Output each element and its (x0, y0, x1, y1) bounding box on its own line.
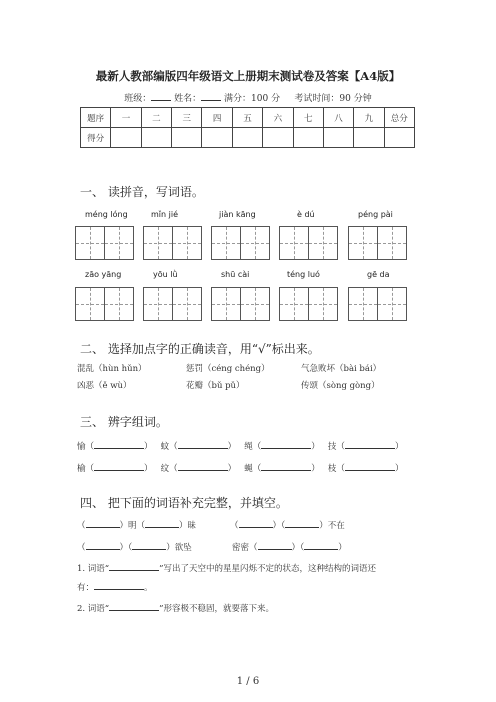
score-table (80, 107, 415, 148)
score-header-cell: 七 (293, 108, 323, 128)
score-header-cell: 三 (172, 108, 202, 128)
pinyin-label: péng pài (358, 210, 393, 219)
fill-question-2 (77, 602, 274, 614)
answer-blank[interactable] (345, 462, 395, 471)
pinyin-label: mǐn jié (151, 210, 178, 219)
answer-blank[interactable] (145, 519, 179, 528)
score-header-cell: 五 (232, 108, 262, 128)
name-blank (201, 92, 221, 101)
question-text: 1. 词语“ (77, 564, 110, 574)
question-text: 有： (77, 583, 95, 593)
score-input-cell[interactable] (384, 128, 414, 148)
answer-blank[interactable] (285, 519, 319, 528)
score-input-cell[interactable] (111, 128, 141, 148)
idiom-line (230, 519, 345, 531)
score-header-row (81, 108, 415, 128)
close-paren: ） (394, 442, 404, 452)
section-4-title: 四、 把下面的词语补充完整，并填空。 (80, 496, 288, 510)
close-paren: ） (227, 442, 237, 452)
answer-blank[interactable] (345, 440, 395, 449)
idiom-text: ）欲坠 (166, 543, 192, 553)
pronunciation-item[interactable]: 混乱（hùn hǔn） (77, 364, 147, 374)
answer-blank[interactable] (261, 462, 311, 471)
tianzige-box[interactable] (211, 287, 270, 321)
exam-info (0, 91, 496, 104)
answer-blank[interactable] (132, 541, 166, 550)
score-header-cell: 四 (202, 108, 232, 128)
open-paren: （ (77, 521, 86, 531)
idiom-text: ）（ (119, 543, 133, 553)
pronunciation-item[interactable]: 凶恶（ě wù） (77, 381, 132, 391)
open-paren: （ (230, 521, 239, 531)
word-group-row (77, 440, 403, 452)
pinyin-label: zāo yāng (85, 270, 122, 279)
section-2-title: 二、 选择加点字的正确读音，用“√”标出来。 (80, 342, 320, 356)
tianzige-box[interactable] (75, 226, 134, 260)
score-input-cell[interactable] (263, 128, 293, 148)
tianzige-box[interactable] (75, 287, 134, 321)
tianzige-box[interactable] (348, 226, 407, 260)
question-text: ”写出了天空中的星星闪烁不定的状态，这种结构的词语还 (159, 564, 377, 574)
score-input-cell[interactable] (232, 128, 262, 148)
char-prompt: 蝇（ (244, 464, 262, 474)
pinyin-label: méng lóng (85, 210, 128, 219)
score-header-cell: 六 (263, 108, 293, 128)
char-prompt: 蚊（ (160, 442, 178, 452)
idiom-line (232, 541, 347, 553)
pronunciation-item[interactable]: 惩罚（céng chéng） (186, 364, 270, 374)
answer-blank[interactable] (86, 519, 120, 528)
question-text: ”形容极不稳固，就要落下来。 (159, 604, 275, 614)
idiom-text: ）明（ (119, 521, 146, 531)
class-label: 班级： (124, 94, 152, 104)
char-prompt: 绳（ (244, 442, 262, 452)
pinyin-label: jiàn kāng (219, 210, 256, 219)
tianzige-box[interactable] (348, 287, 407, 321)
idiom-text: ）（ (272, 521, 286, 531)
idiom-line (77, 519, 196, 531)
answer-blank[interactable] (178, 440, 228, 449)
pinyin-label: téng luó (287, 270, 320, 279)
close-paren: ） (144, 442, 153, 452)
class-blank (151, 92, 171, 101)
score-header-cell: 题序 (81, 108, 111, 128)
idiom-text: ）（ (291, 543, 305, 553)
pinyin-label: gē da (367, 270, 390, 279)
time-label: 考试时间：90 分钟 (294, 94, 372, 104)
section-3-title: 三、 辨字组词。 (80, 415, 168, 429)
close-paren: ） (394, 464, 404, 474)
score-label: 满分：100 分 (224, 94, 281, 104)
pinyin-label: shū cài (221, 270, 250, 279)
pronunciation-item[interactable]: 传颂（sòng gòng） (301, 381, 380, 391)
score-header-cell: 总分 (384, 108, 414, 128)
question-text: 2. 词语“ (77, 604, 110, 614)
close-paren: ） (338, 543, 347, 553)
tianzige-box[interactable] (211, 226, 270, 260)
score-header-cell: 二 (141, 108, 171, 128)
char-prompt: 枝（ (327, 464, 345, 474)
idiom-line (77, 541, 192, 553)
answer-blank[interactable] (109, 602, 159, 611)
answer-blank[interactable] (94, 462, 144, 471)
idiom-text: 密密（ (232, 543, 258, 553)
answer-blank[interactable] (94, 581, 144, 590)
char-prompt: 纹（ (160, 464, 178, 474)
document-title: 最新人教部编版四年级语文上册期末测试卷及答案【A4版】 (95, 69, 401, 83)
answer-blank[interactable] (86, 541, 120, 550)
char-prompt: 榆（ (77, 464, 95, 474)
char-prompt: 技（ (327, 442, 345, 452)
idiom-text: ）不在 (319, 521, 345, 531)
tianzige-box[interactable] (279, 287, 338, 321)
score-header-cell: 九 (354, 108, 384, 128)
score-input-cell[interactable] (323, 128, 353, 148)
section-1-title: 一、 读拼音，写词语。 (80, 185, 204, 199)
answer-blank[interactable] (178, 462, 228, 471)
answer-blank[interactable] (109, 562, 159, 571)
score-input-cell[interactable] (172, 128, 202, 148)
answer-blank[interactable] (94, 440, 144, 449)
pronunciation-item[interactable]: 花瓣（bǔ pǔ） (186, 381, 245, 391)
close-paren: ） (311, 442, 320, 452)
pinyin-label: è dú (297, 210, 315, 219)
score-input-cell[interactable] (293, 128, 323, 148)
open-paren: （ (77, 543, 86, 553)
word-group-row (77, 462, 403, 474)
pronunciation-item[interactable]: 气急败坏（bài bái） (301, 364, 382, 374)
fill-question-1 (77, 562, 376, 574)
idiom-text: ）昧 (179, 521, 197, 531)
name-label: 姓名： (174, 94, 202, 104)
score-input-cell[interactable] (354, 128, 384, 148)
tianzige-box[interactable] (143, 226, 202, 260)
char-prompt: 愉（ (77, 442, 95, 452)
score-header-cell: 一 (111, 108, 141, 128)
answer-blank[interactable] (261, 440, 311, 449)
pinyin-label: yōu lǜ (153, 270, 178, 279)
answer-blank[interactable] (258, 541, 292, 550)
tianzige-box[interactable] (143, 287, 202, 321)
score-input-cell[interactable] (141, 128, 171, 148)
tianzige-box[interactable] (279, 226, 338, 260)
question-text: 。 (144, 583, 153, 593)
answer-blank[interactable] (304, 541, 338, 550)
fill-question-1-cont (77, 581, 153, 593)
answer-blank[interactable] (239, 519, 273, 528)
close-paren: ） (311, 464, 320, 474)
score-value-row (81, 128, 415, 148)
close-paren: ） (227, 464, 237, 474)
page-number: 1 / 6 (236, 676, 260, 687)
score-header-cell: 八 (323, 108, 353, 128)
close-paren: ） (144, 464, 153, 474)
score-input-cell[interactable] (202, 128, 232, 148)
score-row-label: 得分 (81, 128, 111, 148)
